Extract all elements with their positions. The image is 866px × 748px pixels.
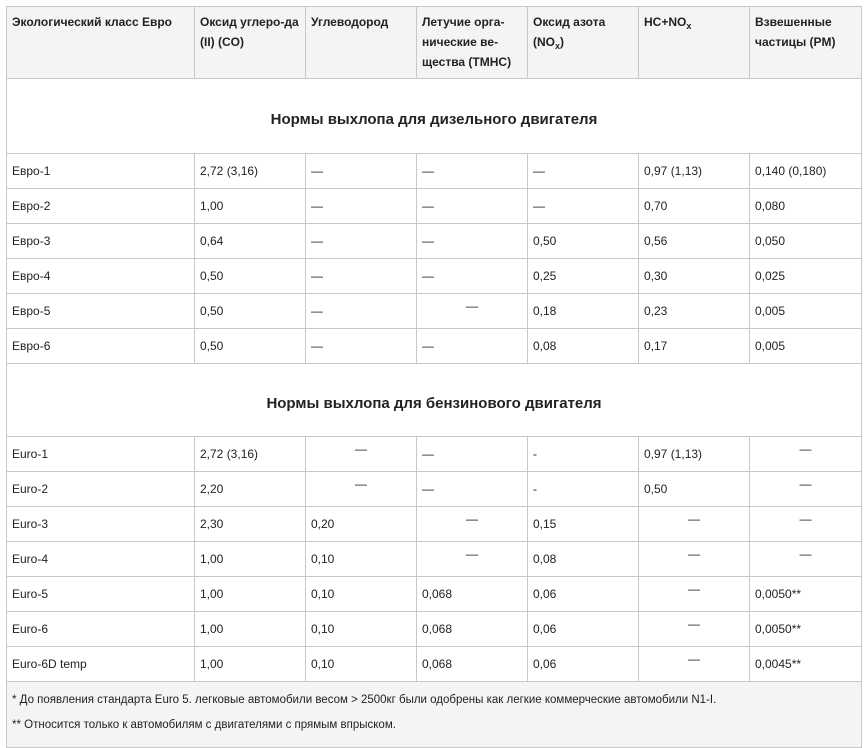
cell-hcnox: 0,17 [639,329,750,364]
cell-value: — [799,477,812,491]
cell-co: 0,50 [195,329,306,364]
cell-nox: - [528,472,639,507]
header-row [7,7,862,79]
cell-pm [750,507,862,542]
cell-hc: — [306,189,417,224]
header-hc-nox-sub: x [686,21,692,31]
cell-nox: 0,08 [528,542,639,577]
cell-nox: 0,06 [528,577,639,612]
cell-value: — [799,512,812,526]
cell-hcnox [639,647,750,682]
cell-hc [306,472,417,507]
cell-co: 2,20 [195,472,306,507]
cell-co: 1,00 [195,189,306,224]
header-co: Оксид углеро-да (II) (CO) [195,7,306,79]
cell-hc: — [306,154,417,189]
cell-hc: — [306,294,417,329]
diesel-rows [7,154,862,364]
cell-tmhc: — [417,224,528,259]
footnote-1: * До появления стандарта Euro 5. легковые автомобили весом > 2500кг были одобрены как легкие коммерческие автомобили N1-I. [7,682,862,718]
cell-pm: 0,025 [750,259,862,294]
cell-co: 1,00 [195,542,306,577]
cell-nox: 0,25 [528,259,639,294]
cell-hcnox [639,542,750,577]
cell-co: 2,72 (3,16) [195,154,306,189]
footnote-row-2 [7,717,862,748]
cell-tmhc [417,542,528,577]
cell-nox: 0,06 [528,647,639,682]
cell-nox: 0,15 [528,507,639,542]
cell-cls: Euro-6D temp [7,647,195,682]
cell-value: — [688,652,700,666]
cell-nox: 0,18 [528,294,639,329]
cell-cls: Euro-3 [7,507,195,542]
table-row [7,577,862,612]
cell-pm: 0,0050** [750,577,862,612]
cell-cls: Euro-6 [7,612,195,647]
cell-value: — [799,547,812,561]
cell-pm: 0,005 [750,329,862,364]
section-title-petrol: Нормы выхлопа для бензинового двигателя [7,364,862,437]
cell-hc: 0,10 [306,542,417,577]
cell-pm: 0,050 [750,224,862,259]
header-nox-text: Оксид азота (NO [533,15,606,49]
table-row [7,224,862,259]
cell-tmhc: — [417,259,528,294]
cell-co: 2,30 [195,507,306,542]
header-nox-close: ) [560,35,565,49]
cell-hc: 0,20 [306,507,417,542]
cell-co: 1,00 [195,577,306,612]
cell-pm: 0,140 (0,180) [750,154,862,189]
cell-hc: — [306,224,417,259]
section-row-diesel [7,79,862,154]
table-row [7,472,862,507]
cell-tmhc: — [417,154,528,189]
cell-tmhc: 0,068 [417,647,528,682]
cell-hcnox [639,612,750,647]
cell-pm: 0,0045** [750,647,862,682]
cell-tmhc [417,294,528,329]
cell-hc: — [306,329,417,364]
cell-pm: 0,0050** [750,612,862,647]
cell-cls: Евро-2 [7,189,195,224]
table-row [7,154,862,189]
cell-cls: Евро-5 [7,294,195,329]
cell-cls: Евро-6 [7,329,195,364]
header-nox [528,7,639,79]
cell-nox: 0,06 [528,612,639,647]
cell-hc: — [306,259,417,294]
cell-hc [306,437,417,472]
cell-hcnox [639,577,750,612]
table-row [7,329,862,364]
cell-pm [750,472,862,507]
cell-value: — [688,582,700,596]
cell-hc: 0,10 [306,577,417,612]
cell-value: — [355,442,367,456]
cell-hcnox: 0,50 [639,472,750,507]
cell-value: — [466,512,478,526]
cell-hcnox: 0,70 [639,189,750,224]
header-euro-class: Экологический класс Евро [7,7,195,79]
section-row-petrol [7,364,862,437]
cell-co: 1,00 [195,612,306,647]
cell-cls: Евро-4 [7,259,195,294]
cell-pm: 0,005 [750,294,862,329]
cell-pm: 0,080 [750,189,862,224]
cell-cls: Евро-1 [7,154,195,189]
header-tmhc: Летучие орга-нические ве-щества (TMHC) [417,7,528,79]
cell-co: 1,00 [195,647,306,682]
emission-standards-container [6,6,861,748]
cell-value: — [688,512,700,526]
cell-co: 0,50 [195,259,306,294]
cell-cls: Euro-4 [7,542,195,577]
cell-value: — [688,547,700,561]
table-row [7,612,862,647]
cell-nox: — [528,154,639,189]
header-pm: Взвешенные частицы (PM) [750,7,862,79]
cell-co: 2,72 (3,16) [195,437,306,472]
cell-hcnox [639,507,750,542]
cell-tmhc [417,507,528,542]
cell-tmhc: — [417,329,528,364]
section-title-diesel: Нормы выхлопа для дизельного двигателя [7,79,862,154]
cell-value: — [466,299,478,313]
cell-hcnox: 0,97 (1,13) [639,437,750,472]
cell-value: — [466,547,478,561]
cell-pm [750,437,862,472]
footnote-2: ** Относится только к автомобилям с двигателями с прямым впрыском. [7,717,862,748]
cell-nox: 0,50 [528,224,639,259]
cell-cls: Euro-1 [7,437,195,472]
cell-tmhc: 0,068 [417,612,528,647]
cell-value: — [688,617,700,631]
table-row [7,542,862,577]
cell-hc: 0,10 [306,647,417,682]
cell-cls: Euro-2 [7,472,195,507]
cell-cls: Евро-3 [7,224,195,259]
cell-cls: Euro-5 [7,577,195,612]
cell-tmhc: — [417,472,528,507]
table-row [7,437,862,472]
cell-nox: - [528,437,639,472]
cell-tmhc: — [417,189,528,224]
cell-nox: — [528,189,639,224]
table-row [7,647,862,682]
cell-co: 0,50 [195,294,306,329]
footnote-row-1 [7,682,862,718]
cell-nox: 0,08 [528,329,639,364]
cell-hcnox: 0,23 [639,294,750,329]
table-row [7,189,862,224]
cell-tmhc: — [417,437,528,472]
cell-hcnox: 0,30 [639,259,750,294]
cell-pm [750,542,862,577]
cell-co: 0,64 [195,224,306,259]
table-row [7,294,862,329]
header-hc-nox-text: HC+NO [644,15,687,29]
cell-hcnox: 0,56 [639,224,750,259]
cell-hcnox: 0,97 (1,13) [639,154,750,189]
header-hc-nox [639,7,750,79]
emission-standards-table [6,6,862,748]
cell-tmhc: 0,068 [417,577,528,612]
cell-value: — [799,442,812,456]
table-row [7,507,862,542]
cell-hc: 0,10 [306,612,417,647]
header-hydrocarbon: Углеводород [306,7,417,79]
header-nox-sub: x [555,41,561,51]
cell-value: — [355,477,367,491]
petrol-rows [7,437,862,682]
table-row [7,259,862,294]
